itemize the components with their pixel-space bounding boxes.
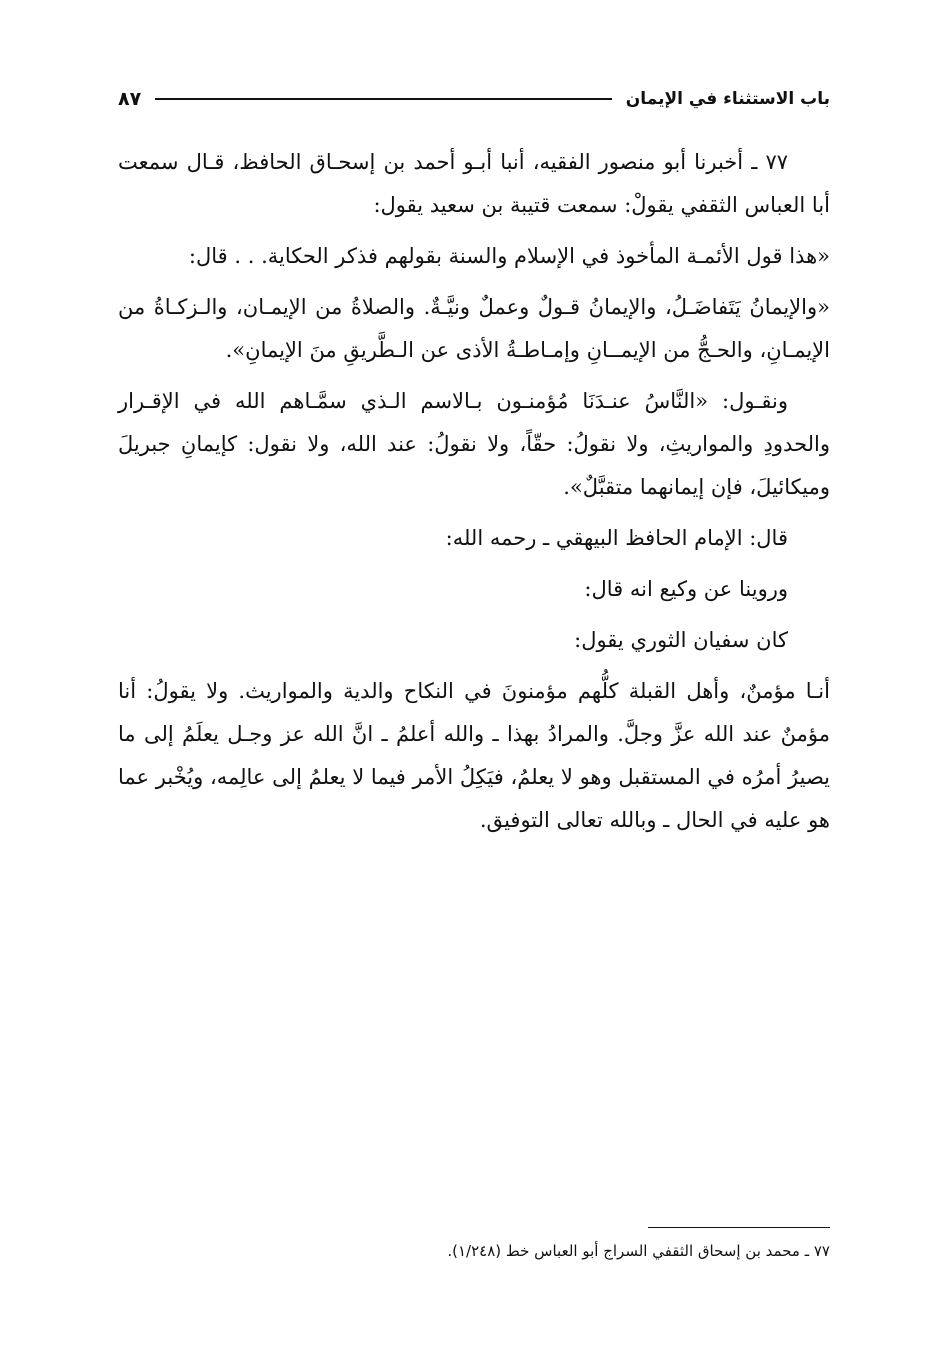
page-number: ٨٧	[118, 88, 142, 110]
header-rule	[155, 98, 612, 100]
paragraph-people-believers: ونقـول: «النَّاسُ عنـدَنَا مُؤمنـون بـالاسم الـذي سمَّـاهم الله في الإقـرار والحدودِ والمواريثِ، ولا نقولُ: حقّاً، ولا نقولُ: عند الله، ولا نقول: كإيمانِ جبريلَ وميكائيلَ، فإن إيمانهما متقبَّلٌ».	[118, 389, 830, 499]
footnote-rule	[648, 1227, 830, 1228]
paragraph-sufyan-said: كان سفيان الثوري يقول:	[574, 628, 788, 652]
paragraph-waki-narration: وروينا عن وكيع انه قال:	[584, 577, 788, 601]
footnote: ٧٧ ـ محمد بن إسحاق الثقفي السراج أبو العباس خط (١/٢٤٨).	[447, 1242, 830, 1260]
paragraph-iman-definition: «والإيمانُ يَتَفاضَـلُ، والإيمانُ قـولٌ وعملٌ ونيَّـةٌ. والصلاةُ من الإيمـان، والـزكـاةُ من الإيمـانِ، والحـجُّ من الإيمــانِ وإمـاطـةُ الأذى عن الـطَّريقِ منَ الإيمانِ».	[118, 295, 830, 362]
body-text	[118, 141, 830, 850]
running-header	[118, 82, 830, 116]
paragraph-sufyan-statement: أنـا مؤمنٌ، وأهل القبلة كلُّهم مؤمنونَ في النكاح والدية والمواريث. ولا يقولُ: أنا مؤمنٌ عند الله عزَّ وجلَّ. والمرادُ بهذا ـ والله أعلمُ ـ انَّ الله عز وجـل يعلَمُ إلى ما يصيرُ أمرُه في المستقبل وهو لا يعلمُ، فيَكِلُ الأمر فيما لا يعلمُ إلى عالِمه، ويُخْبر عما هو عليه في الحال ـ وبالله تعالى التوفيق.	[118, 679, 830, 832]
chapter-title: باب الاستثناء في الإيمان	[625, 89, 830, 109]
paragraph-bayhaqi-said: قال: الإمام الحافظ البيهقي ـ رحمه الله:	[445, 526, 788, 550]
paragraph-hadith-77: ٧٧ ـ أخبرنا أبو منصور الفقيه، أنبا أبـو أحمد بن إسحـاق الحافظ، قـال سمعت أبا العباس الثقفي يقولْ: سمعت قتيبة بن سعيد يقول:	[118, 150, 830, 217]
paragraph-quote-intro: «هذا قول الأئمـة المأخوذ في الإسلام والسنة بقولهم فذكر الحكاية. . . قال:	[188, 244, 830, 268]
